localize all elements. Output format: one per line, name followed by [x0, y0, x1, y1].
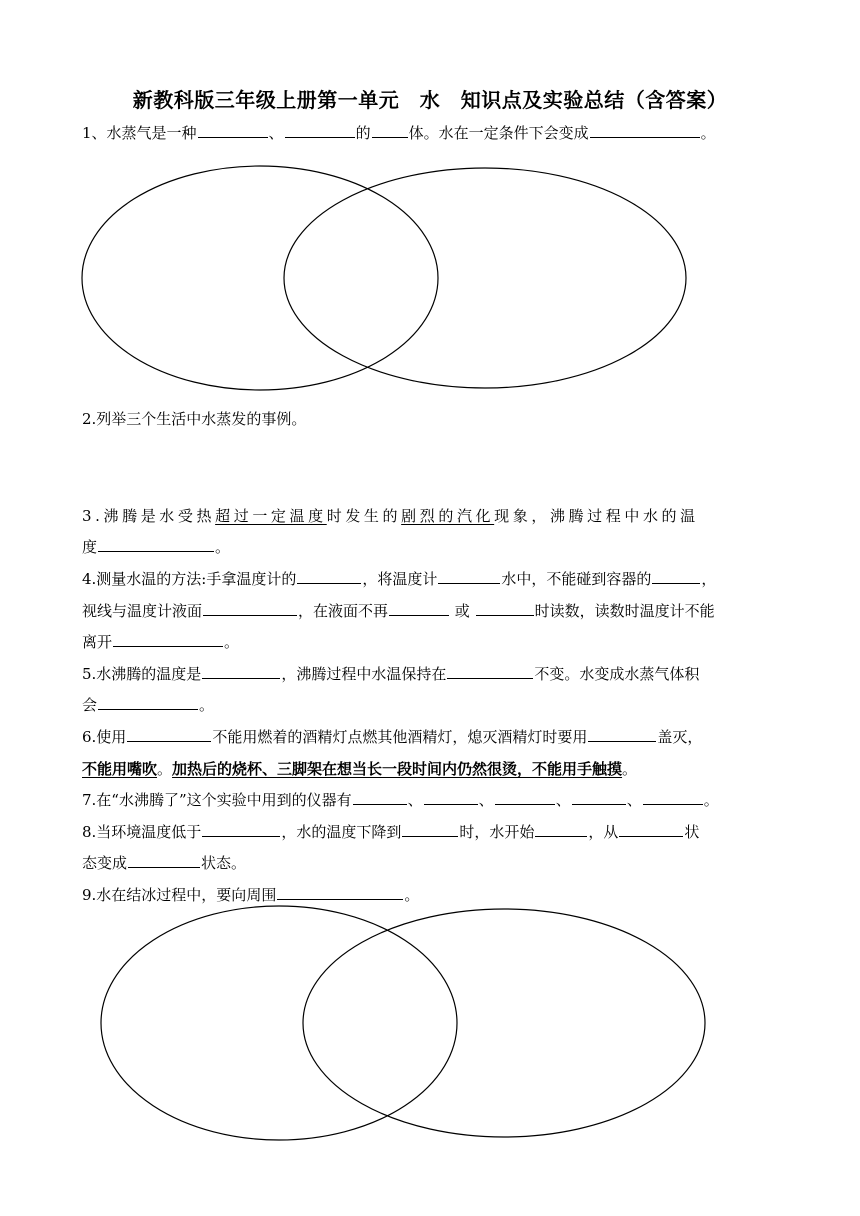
q1-text-4: 体。水在一定条件下会变成 [408, 124, 589, 142]
q9-text-1: 9.水在结冰过程中，要向周围 [82, 886, 277, 904]
question-6 [82, 722, 782, 752]
q6-bold-warning-1: 不能用嘴吹 [82, 760, 158, 778]
q6-blank-2[interactable] [588, 723, 656, 742]
question-2: 2.列举三个生活中水蒸发的事例。 [82, 410, 307, 428]
q4-blank-4[interactable] [203, 597, 297, 616]
q5-blank-3[interactable] [98, 691, 198, 710]
q3-text-2: 时发生的 [326, 507, 402, 525]
q5-text-4: 会 [82, 696, 98, 714]
q4-blank-3[interactable] [652, 565, 700, 584]
q7-sep-1: 、 [407, 791, 423, 809]
q3-text-3: 现象，沸腾过程中水的温 [494, 507, 699, 525]
q7-blank-5[interactable] [643, 786, 703, 805]
q9-text-2: 。 [404, 886, 420, 904]
q5-text-3: 不变。水变成水蒸气体积 [534, 665, 700, 683]
q6-text-3: 盖灭， [657, 728, 703, 746]
q8-text-4: ，从 [588, 823, 619, 841]
question-8 [82, 817, 782, 847]
venn1-left-ellipse [82, 166, 438, 390]
q4-text-7: 或 [450, 602, 475, 620]
q6-text-4: 。 [157, 760, 173, 778]
q5-blank-2[interactable] [447, 660, 533, 679]
q3-blank-1[interactable] [98, 533, 214, 552]
q5-text-1: 5.水沸腾的温度是 [82, 665, 202, 683]
q7-text-1: 7.在“水沸腾了”这个实验中用到的仪器有 [82, 791, 352, 809]
q1-text-3: 的 [355, 124, 371, 142]
q5-blank-1[interactable] [202, 660, 280, 679]
q8-text-7: 状态。 [201, 854, 247, 872]
q3-underlined-2: 剧烈的汽化 [401, 507, 495, 525]
question-6-line-2 [82, 754, 782, 784]
q4-text-6: ，在液面不再 [298, 602, 389, 620]
q7-sep-4: 、 [626, 791, 642, 809]
q3-text-4: 度 [82, 538, 98, 556]
q6-text-1: 6.使用 [82, 728, 127, 746]
q5-text-5: 。 [199, 696, 215, 714]
question-7 [82, 785, 782, 815]
q3-text-1: 3.沸腾是水受热 [82, 507, 216, 525]
q6-bold-warning-2: 加热后的烧杯、三脚架在想当长一段时间内仍然很烫，不能用手触摸 [172, 760, 623, 778]
q4-blank-6[interactable] [476, 597, 534, 616]
q1-text-2: 、 [268, 124, 284, 142]
q4-text-1: 4.测量水温的方法:手拿温度计的 [82, 570, 297, 588]
q4-text-5: 视线与温度计液面 [82, 602, 203, 620]
q4-text-9: 离开 [82, 633, 113, 651]
q8-blank-4[interactable] [619, 818, 683, 837]
question-5-line-2 [82, 690, 782, 720]
q7-blank-2[interactable] [424, 786, 478, 805]
q4-text-10: 。 [224, 633, 240, 651]
q8-blank-1[interactable] [202, 818, 280, 837]
q4-text-8: 时读数，读数时温度计不能 [534, 602, 715, 620]
q4-text-3: 水中，不能碰到容器的 [501, 570, 652, 588]
q8-blank-3[interactable] [535, 818, 587, 837]
q9-blank-1[interactable] [277, 881, 403, 900]
q5-text-2: ，沸腾过程中水温保持在 [281, 665, 447, 683]
q8-text-3: 时，水开始 [459, 823, 535, 841]
q8-blank-5[interactable] [128, 849, 200, 868]
q4-text-4: ， [701, 570, 717, 588]
q7-blank-3[interactable] [495, 786, 555, 805]
q4-blank-7[interactable] [113, 628, 223, 647]
question-3 [82, 501, 782, 531]
q4-blank-5[interactable] [389, 597, 449, 616]
question-3-line-2 [82, 532, 782, 562]
q4-blank-1[interactable] [297, 565, 361, 584]
question-4-line-3 [82, 627, 782, 657]
question-5 [82, 659, 782, 689]
question-4 [82, 564, 782, 594]
q8-text-6: 态变成 [82, 854, 128, 872]
q1-text-5: 。 [700, 124, 716, 142]
q3-text-5: 。 [215, 538, 231, 556]
q8-text-1: 8.当环境温度低于 [82, 823, 202, 841]
q6-text-5: 。 [622, 760, 638, 778]
q7-blank-4[interactable] [572, 786, 626, 805]
q6-text-2: 不能用燃着的酒精灯点燃其他酒精灯，熄灭酒精灯时要用 [212, 728, 588, 746]
question-9 [82, 880, 782, 910]
q6-blank-1[interactable] [127, 723, 211, 742]
q8-text-2: ，水的温度下降到 [281, 823, 402, 841]
q4-text-2: ，将温度计 [362, 570, 438, 588]
q8-text-5: 状 [684, 823, 700, 841]
venn1-right-ellipse [284, 168, 686, 388]
q8-blank-2[interactable] [402, 818, 458, 837]
q7-blank-1[interactable] [353, 786, 407, 805]
q1-text-1: 1、水蒸气是一种 [82, 124, 197, 142]
q7-text-2: 。 [703, 791, 719, 809]
question-4-line-2 [82, 596, 782, 626]
question-8-line-2 [82, 848, 782, 878]
venn2-left-ellipse [101, 906, 457, 1140]
q7-sep-2: 、 [478, 791, 494, 809]
venn2-right-ellipse [303, 909, 705, 1137]
q7-sep-3: 、 [555, 791, 571, 809]
page-title: 新教科版三年级上册第一单元 水 知识点及实验总结（含答案） [132, 88, 728, 112]
q4-blank-2[interactable] [438, 565, 500, 584]
q3-underlined-1: 超过一定温度 [215, 507, 327, 525]
